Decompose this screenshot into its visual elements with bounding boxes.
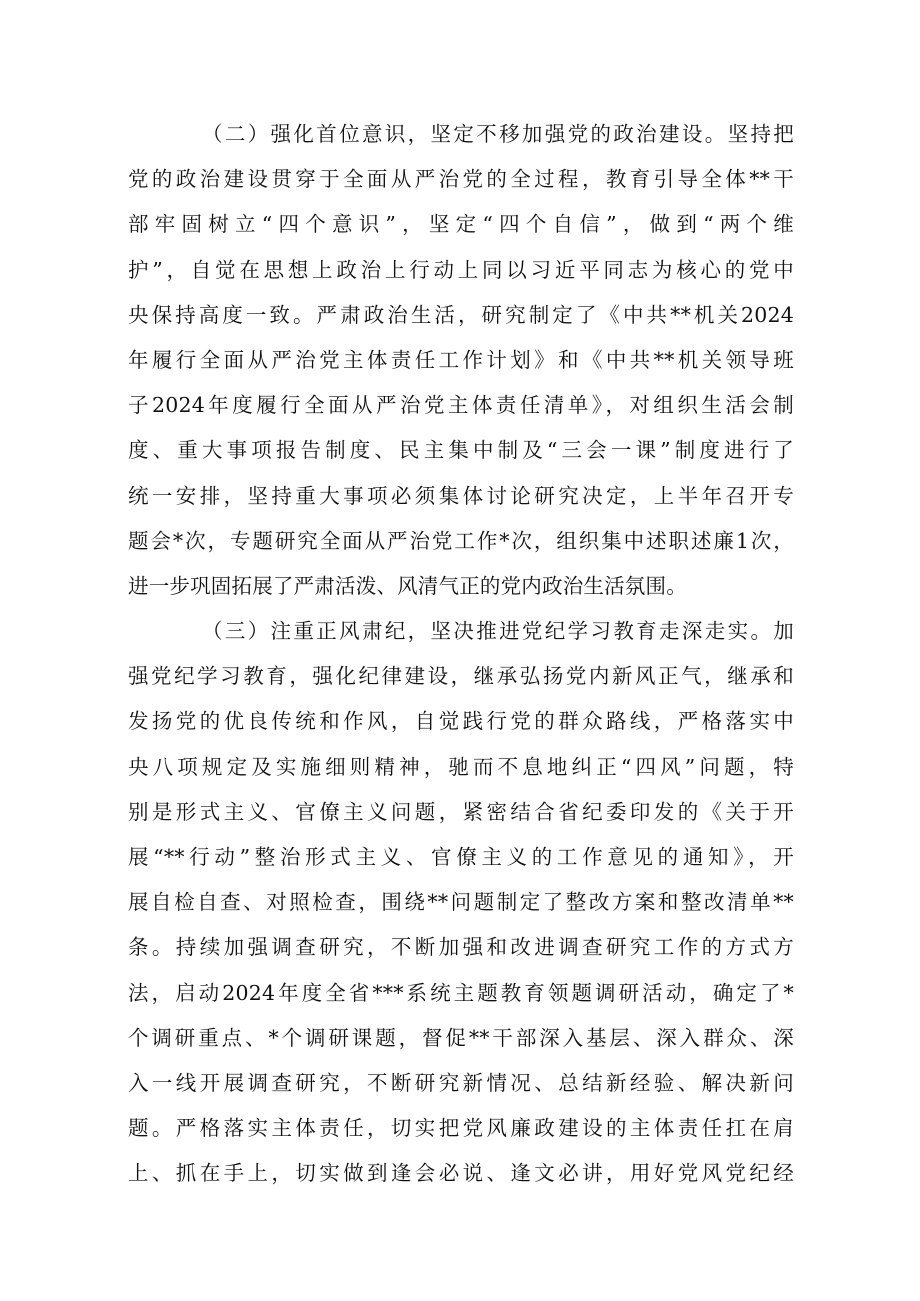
text-line: 党的政治建设贯穿于全面从严治党的全过程，教育引导全体**干 — [128, 167, 794, 192]
text-line: 央保持高度一致。严肃政治生活，研究制定了《中共**机关2024 — [128, 302, 794, 327]
text-line: 度、重大事项报告制度、民主集中制及“三会一课”制度进行了 — [128, 438, 794, 463]
document-body — [128, 112, 794, 1197]
text-line: 子2024年度履行全面从严治党主体责任清单》，对组织生活会制 — [128, 393, 794, 418]
text-line: 别是形式主义、官僚主义问题，紧密结合省纪委印发的《关于开 — [128, 799, 794, 824]
text-line: 入一线开展调查研究，不断研究新情况、总结新经验、解决新问 — [128, 1070, 794, 1095]
text-line: 条。持续加强调查研究，不断加强和改进调查研究工作的方式方 — [128, 935, 794, 960]
text-line: 央八项规定及实施细则精神，驰而不息地纠正“四风”问题，特 — [128, 754, 794, 779]
text-line: 护”，自觉在思想上政治上行动上同以习近平同志为核心的党中 — [128, 257, 794, 282]
text-line: 上、抓在手上，切实做到逢会必说、逢文必讲，用好党风党纪经 — [128, 1161, 794, 1186]
text-line: 进一步巩固拓展了严肃活泼、风清气正的党内政治生活氛围。 — [128, 573, 687, 598]
text-line: 部牢固树立“四个意识”，坚定“四个自信”，做到“两个维 — [128, 212, 794, 237]
text-line: 题会*次，专题研究全面从严治党工作*次，组织集中述职述廉1次， — [128, 528, 794, 553]
text-line: （三）注重正风肃纪，坚决推进党纪学习教育走深走实。加 — [202, 619, 794, 644]
paragraph-political-building — [128, 112, 794, 609]
text-line: 法，启动2024年度全省***系统主题教育领题调研活动，确定了* — [128, 980, 794, 1005]
text-line: 年履行全面从严治党主体责任工作计划》和《中共**机关领导班 — [128, 347, 794, 372]
text-line: 展“**行动”整治形式主义、官僚主义的工作意见的通知》，开 — [128, 845, 794, 869]
text-line: 个调研重点、*个调研课题，督促**干部深入基层、深入群众、深 — [128, 1025, 794, 1050]
text-line: 题。严格落实主体责任，切实把党风廉政建设的主体责任扛在肩 — [128, 1116, 794, 1141]
text-line: 发扬党的优良传统和作风，自觉践行党的群众路线，严格落实中 — [128, 709, 794, 734]
text-line: 展自检自查、对照检查，围绕**问题制定了整改方案和整改清单** — [128, 890, 794, 915]
text-line: （二）强化首位意识，坚定不移加强党的政治建设。坚持把 — [202, 122, 794, 146]
text-line: 强党纪学习教育，强化纪律建设，继承弘扬党内新风正气，继承和 — [128, 664, 794, 689]
paragraph-discipline — [128, 609, 794, 1196]
text-line: 统一安排，坚持重大事项必须集体讨论研究决定，上半年召开专 — [128, 483, 794, 508]
